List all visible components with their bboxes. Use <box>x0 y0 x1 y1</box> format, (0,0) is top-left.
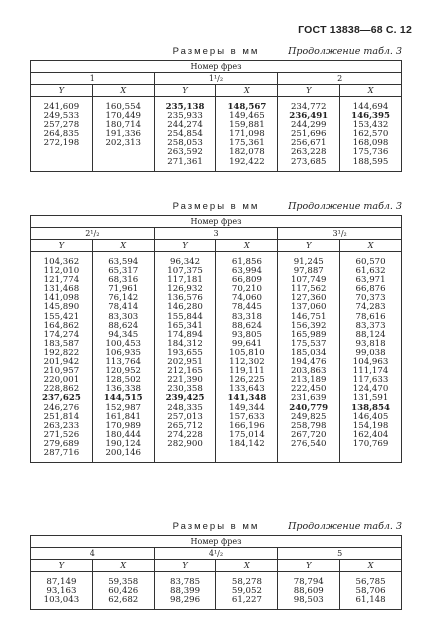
y-value-cell: 222,450 <box>278 385 340 394</box>
y-value-cell: 183,587 <box>31 340 93 349</box>
table-row <box>31 276 402 285</box>
x-value-cell: 202,313 <box>92 139 154 148</box>
y-value-cell <box>31 158 93 172</box>
page-header: ГОСТ 13838—68 С. 12 <box>298 24 412 36</box>
y-value-cell: 203,863 <box>278 367 340 376</box>
data-table <box>30 60 402 172</box>
y-value-cell: 244,299 <box>278 121 340 130</box>
y-value-cell: 107,749 <box>278 276 340 285</box>
continuation-note: Продолжение табл. 3 <box>288 521 402 532</box>
column-x-header: X <box>340 560 402 572</box>
y-value-cell: 194,476 <box>278 358 340 367</box>
continuation-note: Продолжение табл. 3 <box>288 201 402 212</box>
y-value-cell: 263,592 <box>154 148 216 157</box>
table-row <box>31 431 402 440</box>
x-value-cell: 159,881 <box>216 121 278 130</box>
table-row <box>31 139 402 148</box>
x-value-cell: 144,515 <box>92 394 154 403</box>
x-value-cell: 162,404 <box>340 431 402 440</box>
y-value-cell: 104,362 <box>31 252 93 268</box>
y-value-cell: 231,639 <box>278 394 340 403</box>
section-title: Размеры в мм <box>172 521 260 532</box>
x-value-cell: 94,345 <box>92 331 154 340</box>
y-value-cell: 272,198 <box>31 139 93 148</box>
cutter-number-header: 5 <box>278 548 402 560</box>
x-value-cell: 170,989 <box>92 422 154 431</box>
y-value-cell: 202,951 <box>154 358 216 367</box>
x-value-cell: 188,595 <box>340 158 402 172</box>
column-x-header: X <box>216 240 278 252</box>
y-value-cell: 263,228 <box>278 148 340 157</box>
x-value-cell: 66,876 <box>340 285 402 294</box>
section-header <box>30 521 402 535</box>
y-value-cell <box>31 148 93 157</box>
column-x-header: X <box>340 240 402 252</box>
x-value-cell: 180,714 <box>92 121 154 130</box>
y-value-cell: 184,312 <box>154 340 216 349</box>
x-value-cell: 61,148 <box>340 596 402 610</box>
x-value-cell: 149,465 <box>216 112 278 121</box>
y-value-cell: 221,390 <box>154 376 216 385</box>
x-value-cell: 74,060 <box>216 294 278 303</box>
x-value-cell: 180,444 <box>92 431 154 440</box>
x-value-cell: 146,405 <box>340 413 402 422</box>
table-row <box>31 349 402 358</box>
column-x-header: X <box>92 85 154 97</box>
y-value-cell: 210,957 <box>31 367 93 376</box>
column-y-header: Y <box>154 240 216 252</box>
x-value-cell: 126,225 <box>216 376 278 385</box>
x-value-cell: 68,316 <box>92 276 154 285</box>
column-x-header: X <box>92 240 154 252</box>
x-value-cell: 58,706 <box>340 587 402 596</box>
y-value-cell: 175,537 <box>278 340 340 349</box>
y-value-cell: 276,540 <box>278 440 340 449</box>
x-value-cell: 71,961 <box>92 285 154 294</box>
table-row <box>31 404 402 413</box>
x-value-cell <box>216 449 278 463</box>
y-value-cell: 282,900 <box>154 440 216 449</box>
x-value-cell: 138,854 <box>340 404 402 413</box>
y-value-cell: 131,468 <box>31 285 93 294</box>
x-value-cell: 146,395 <box>340 112 402 121</box>
column-y-header: Y <box>278 240 340 252</box>
y-value-cell: 239,425 <box>154 394 216 403</box>
y-value-cell: 237,625 <box>31 394 93 403</box>
y-value-cell: 235,933 <box>154 112 216 121</box>
column-x-header: X <box>92 560 154 572</box>
x-value-cell: 78,414 <box>92 303 154 312</box>
cutter-number-header: 1¹/₂ <box>154 73 278 85</box>
y-value-cell: 146,280 <box>154 303 216 312</box>
y-value-cell: 155,844 <box>154 313 216 322</box>
column-y-header: Y <box>31 560 93 572</box>
x-value-cell: 61,632 <box>340 267 402 276</box>
y-value-cell: 97,887 <box>278 267 340 276</box>
table-row <box>31 148 402 157</box>
column-x-header: X <box>216 85 278 97</box>
column-x-header: X <box>216 560 278 572</box>
x-value-cell: 162,570 <box>340 130 402 139</box>
y-value-cell: 265,712 <box>154 422 216 431</box>
x-value-cell: 63,971 <box>340 276 402 285</box>
x-value-cell: 157,633 <box>216 413 278 422</box>
x-value-cell: 88,624 <box>92 322 154 331</box>
x-value-cell: 106,935 <box>92 349 154 358</box>
x-value-cell: 170,769 <box>340 440 402 449</box>
x-value-cell: 133,643 <box>216 385 278 394</box>
y-value-cell: 251,814 <box>31 413 93 422</box>
x-value-cell: 111,174 <box>340 367 402 376</box>
section-title: Размеры в мм <box>172 201 260 212</box>
column-y-header: Y <box>154 85 216 97</box>
y-value-cell: 273,685 <box>278 158 340 172</box>
x-value-cell: 200,146 <box>92 449 154 463</box>
y-value-cell <box>154 449 216 463</box>
table-row <box>31 358 402 367</box>
table-row <box>31 340 402 349</box>
section-title: Размеры в мм <box>172 46 260 57</box>
x-value-cell: 148,567 <box>216 97 278 113</box>
x-value-cell: 70,373 <box>340 294 402 303</box>
y-value-cell: 228,862 <box>31 385 93 394</box>
x-value-cell: 58,278 <box>216 572 278 588</box>
table-row <box>31 322 402 331</box>
table-row <box>31 252 402 268</box>
x-value-cell: 184,142 <box>216 440 278 449</box>
y-value-cell: 146,751 <box>278 313 340 322</box>
table-section-3 <box>30 521 402 610</box>
y-value-cell: 103,043 <box>31 596 93 610</box>
cutter-number-header: 3 <box>154 228 278 240</box>
table-row <box>31 413 402 422</box>
x-value-cell: 61,856 <box>216 252 278 268</box>
x-value-cell: 166,196 <box>216 422 278 431</box>
table-row <box>31 587 402 596</box>
table-row <box>31 313 402 322</box>
x-value-cell: 78,445 <box>216 303 278 312</box>
x-value-cell: 59,358 <box>92 572 154 588</box>
x-value-cell: 59,052 <box>216 587 278 596</box>
group-label-header: Номер фрез <box>31 216 402 228</box>
cutter-number-header: 2 <box>278 73 402 85</box>
table-row <box>31 267 402 276</box>
x-value-cell <box>340 449 402 463</box>
y-value-cell: 240,779 <box>278 404 340 413</box>
x-value-cell: 192,422 <box>216 158 278 172</box>
y-value-cell: 244,274 <box>154 121 216 130</box>
x-value-cell: 88,624 <box>216 322 278 331</box>
y-value-cell: 234,772 <box>278 97 340 113</box>
group-label-header: Номер фрез <box>31 536 402 548</box>
section-header <box>30 46 402 60</box>
x-value-cell: 175,361 <box>216 139 278 148</box>
x-value-cell: 78,616 <box>340 313 402 322</box>
x-value-cell: 152,987 <box>92 404 154 413</box>
y-value-cell: 254,854 <box>154 130 216 139</box>
y-value-cell: 212,165 <box>154 367 216 376</box>
x-value-cell: 66,809 <box>216 276 278 285</box>
y-value-cell: 263,233 <box>31 422 93 431</box>
table-section-1 <box>30 46 402 172</box>
x-value-cell: 171,098 <box>216 130 278 139</box>
y-value-cell: 258,798 <box>278 422 340 431</box>
x-value-cell: 93,805 <box>216 331 278 340</box>
x-value-cell: 99,038 <box>340 349 402 358</box>
x-value-cell: 83,318 <box>216 313 278 322</box>
y-value-cell: 236,491 <box>278 112 340 121</box>
y-value-cell: 249,533 <box>31 112 93 121</box>
y-value-cell: 155,421 <box>31 313 93 322</box>
x-value-cell: 170,449 <box>92 112 154 121</box>
table-row <box>31 449 402 463</box>
x-value-cell: 100,453 <box>92 340 154 349</box>
x-value-cell: 128,502 <box>92 376 154 385</box>
y-value-cell: 264,835 <box>31 130 93 139</box>
y-value-cell <box>278 449 340 463</box>
y-value-cell: 251,696 <box>278 130 340 139</box>
x-value-cell: 105,810 <box>216 349 278 358</box>
y-value-cell: 117,181 <box>154 276 216 285</box>
table-row <box>31 331 402 340</box>
y-value-cell: 165,989 <box>278 331 340 340</box>
y-value-cell: 87,149 <box>31 572 93 588</box>
cutter-number-header: 4 <box>31 548 155 560</box>
x-value-cell: 117,633 <box>340 376 402 385</box>
x-value-cell: 153,432 <box>340 121 402 130</box>
column-y-header: Y <box>278 85 340 97</box>
table-row <box>31 112 402 121</box>
table-row <box>31 440 402 449</box>
y-value-cell: 235,138 <box>154 97 216 113</box>
x-value-cell: 76,142 <box>92 294 154 303</box>
table-row <box>31 376 402 385</box>
x-value-cell: 168,098 <box>340 139 402 148</box>
y-value-cell: 274,228 <box>154 431 216 440</box>
table-row <box>31 97 402 113</box>
y-value-cell: 230,358 <box>154 385 216 394</box>
x-value-cell: 124,470 <box>340 385 402 394</box>
x-value-cell: 119,111 <box>216 367 278 376</box>
x-value-cell: 136,338 <box>92 385 154 394</box>
y-value-cell: 141,098 <box>31 294 93 303</box>
x-value-cell: 61,227 <box>216 596 278 610</box>
table-row <box>31 121 402 130</box>
table-row <box>31 367 402 376</box>
table-row <box>31 385 402 394</box>
y-value-cell: 91,245 <box>278 252 340 268</box>
x-value-cell: 62,682 <box>92 596 154 610</box>
y-value-cell: 185,034 <box>278 349 340 358</box>
x-value-cell: 60,426 <box>92 587 154 596</box>
y-value-cell: 192,822 <box>31 349 93 358</box>
cutter-number-header: 4¹/₂ <box>154 548 278 560</box>
column-y-header: Y <box>278 560 340 572</box>
x-value-cell: 144,694 <box>340 97 402 113</box>
y-value-cell: 248,335 <box>154 404 216 413</box>
x-value-cell: 63,994 <box>216 267 278 276</box>
column-y-header: Y <box>154 560 216 572</box>
y-value-cell: 98,296 <box>154 596 216 610</box>
y-value-cell: 112,010 <box>31 267 93 276</box>
x-value-cell: 154,198 <box>340 422 402 431</box>
continuation-note: Продолжение табл. 3 <box>288 46 402 57</box>
x-value-cell: 120,952 <box>92 367 154 376</box>
y-value-cell: 165,341 <box>154 322 216 331</box>
table-row <box>31 294 402 303</box>
table-row <box>31 422 402 431</box>
y-value-cell: 164,862 <box>31 322 93 331</box>
y-value-cell: 174,274 <box>31 331 93 340</box>
x-value-cell: 93,818 <box>340 340 402 349</box>
y-value-cell: 213,189 <box>278 376 340 385</box>
x-value-cell: 60,570 <box>340 252 402 268</box>
y-value-cell: 220,001 <box>31 376 93 385</box>
y-value-cell: 78,794 <box>278 572 340 588</box>
y-value-cell: 201,942 <box>31 358 93 367</box>
y-value-cell: 246,276 <box>31 404 93 413</box>
table-row <box>31 394 402 403</box>
group-label-header: Номер фрез <box>31 61 402 73</box>
x-value-cell: 141,348 <box>216 394 278 403</box>
cutter-number-header: 1 <box>31 73 155 85</box>
x-value-cell: 74,283 <box>340 303 402 312</box>
table-row <box>31 130 402 139</box>
cutter-number-header: 2¹/₂ <box>31 228 155 240</box>
y-value-cell: 156,392 <box>278 322 340 331</box>
y-value-cell: 117,562 <box>278 285 340 294</box>
x-value-cell: 112,302 <box>216 358 278 367</box>
y-value-cell: 257,278 <box>31 121 93 130</box>
column-y-header: Y <box>31 240 93 252</box>
x-value-cell: 175,014 <box>216 431 278 440</box>
y-value-cell: 279,689 <box>31 440 93 449</box>
y-value-cell: 93,163 <box>31 587 93 596</box>
x-value-cell: 99,641 <box>216 340 278 349</box>
x-value-cell: 182,078 <box>216 148 278 157</box>
x-value-cell: 160,554 <box>92 97 154 113</box>
x-value-cell: 63,594 <box>92 252 154 268</box>
cutter-number-header: 3¹/₂ <box>278 228 402 240</box>
y-value-cell: 287,716 <box>31 449 93 463</box>
y-value-cell: 127,360 <box>278 294 340 303</box>
y-value-cell: 88,399 <box>154 587 216 596</box>
column-x-header: X <box>340 85 402 97</box>
y-value-cell: 241,609 <box>31 97 93 113</box>
x-value-cell: 149,344 <box>216 404 278 413</box>
y-value-cell: 121,774 <box>31 276 93 285</box>
x-value-cell: 56,785 <box>340 572 402 588</box>
y-value-cell: 83,785 <box>154 572 216 588</box>
x-value-cell: 131,591 <box>340 394 402 403</box>
table-row <box>31 303 402 312</box>
x-value-cell: 175,736 <box>340 148 402 157</box>
y-value-cell: 88,609 <box>278 587 340 596</box>
column-y-header: Y <box>31 85 93 97</box>
y-value-cell: 256,671 <box>278 139 340 148</box>
y-value-cell: 271,526 <box>31 431 93 440</box>
y-value-cell: 249,825 <box>278 413 340 422</box>
y-value-cell: 193,655 <box>154 349 216 358</box>
y-value-cell: 267,720 <box>278 431 340 440</box>
y-value-cell: 174,894 <box>154 331 216 340</box>
y-value-cell: 271,361 <box>154 158 216 172</box>
x-value-cell: 70,210 <box>216 285 278 294</box>
x-value-cell: 191,336 <box>92 130 154 139</box>
y-value-cell: 257,013 <box>154 413 216 422</box>
x-value-cell: 65,317 <box>92 267 154 276</box>
x-value-cell: 83,373 <box>340 322 402 331</box>
y-value-cell: 96,342 <box>154 252 216 268</box>
section-header <box>30 201 402 215</box>
x-value-cell: 113,764 <box>92 358 154 367</box>
y-value-cell: 145,890 <box>31 303 93 312</box>
table-row <box>31 285 402 294</box>
x-value-cell: 104,963 <box>340 358 402 367</box>
x-value-cell: 190,124 <box>92 440 154 449</box>
data-table <box>30 535 402 610</box>
y-value-cell: 98,503 <box>278 596 340 610</box>
y-value-cell: 136,576 <box>154 294 216 303</box>
x-value-cell <box>92 158 154 172</box>
y-value-cell: 126,932 <box>154 285 216 294</box>
table-row <box>31 572 402 588</box>
y-value-cell: 107,375 <box>154 267 216 276</box>
table-row <box>31 596 402 610</box>
y-value-cell: 137,060 <box>278 303 340 312</box>
table-row <box>31 158 402 172</box>
data-table <box>30 215 402 463</box>
y-value-cell: 258,053 <box>154 139 216 148</box>
x-value-cell <box>92 148 154 157</box>
x-value-cell: 83,303 <box>92 313 154 322</box>
x-value-cell: 161,841 <box>92 413 154 422</box>
table-section-2 <box>30 201 402 463</box>
x-value-cell: 88,124 <box>340 331 402 340</box>
